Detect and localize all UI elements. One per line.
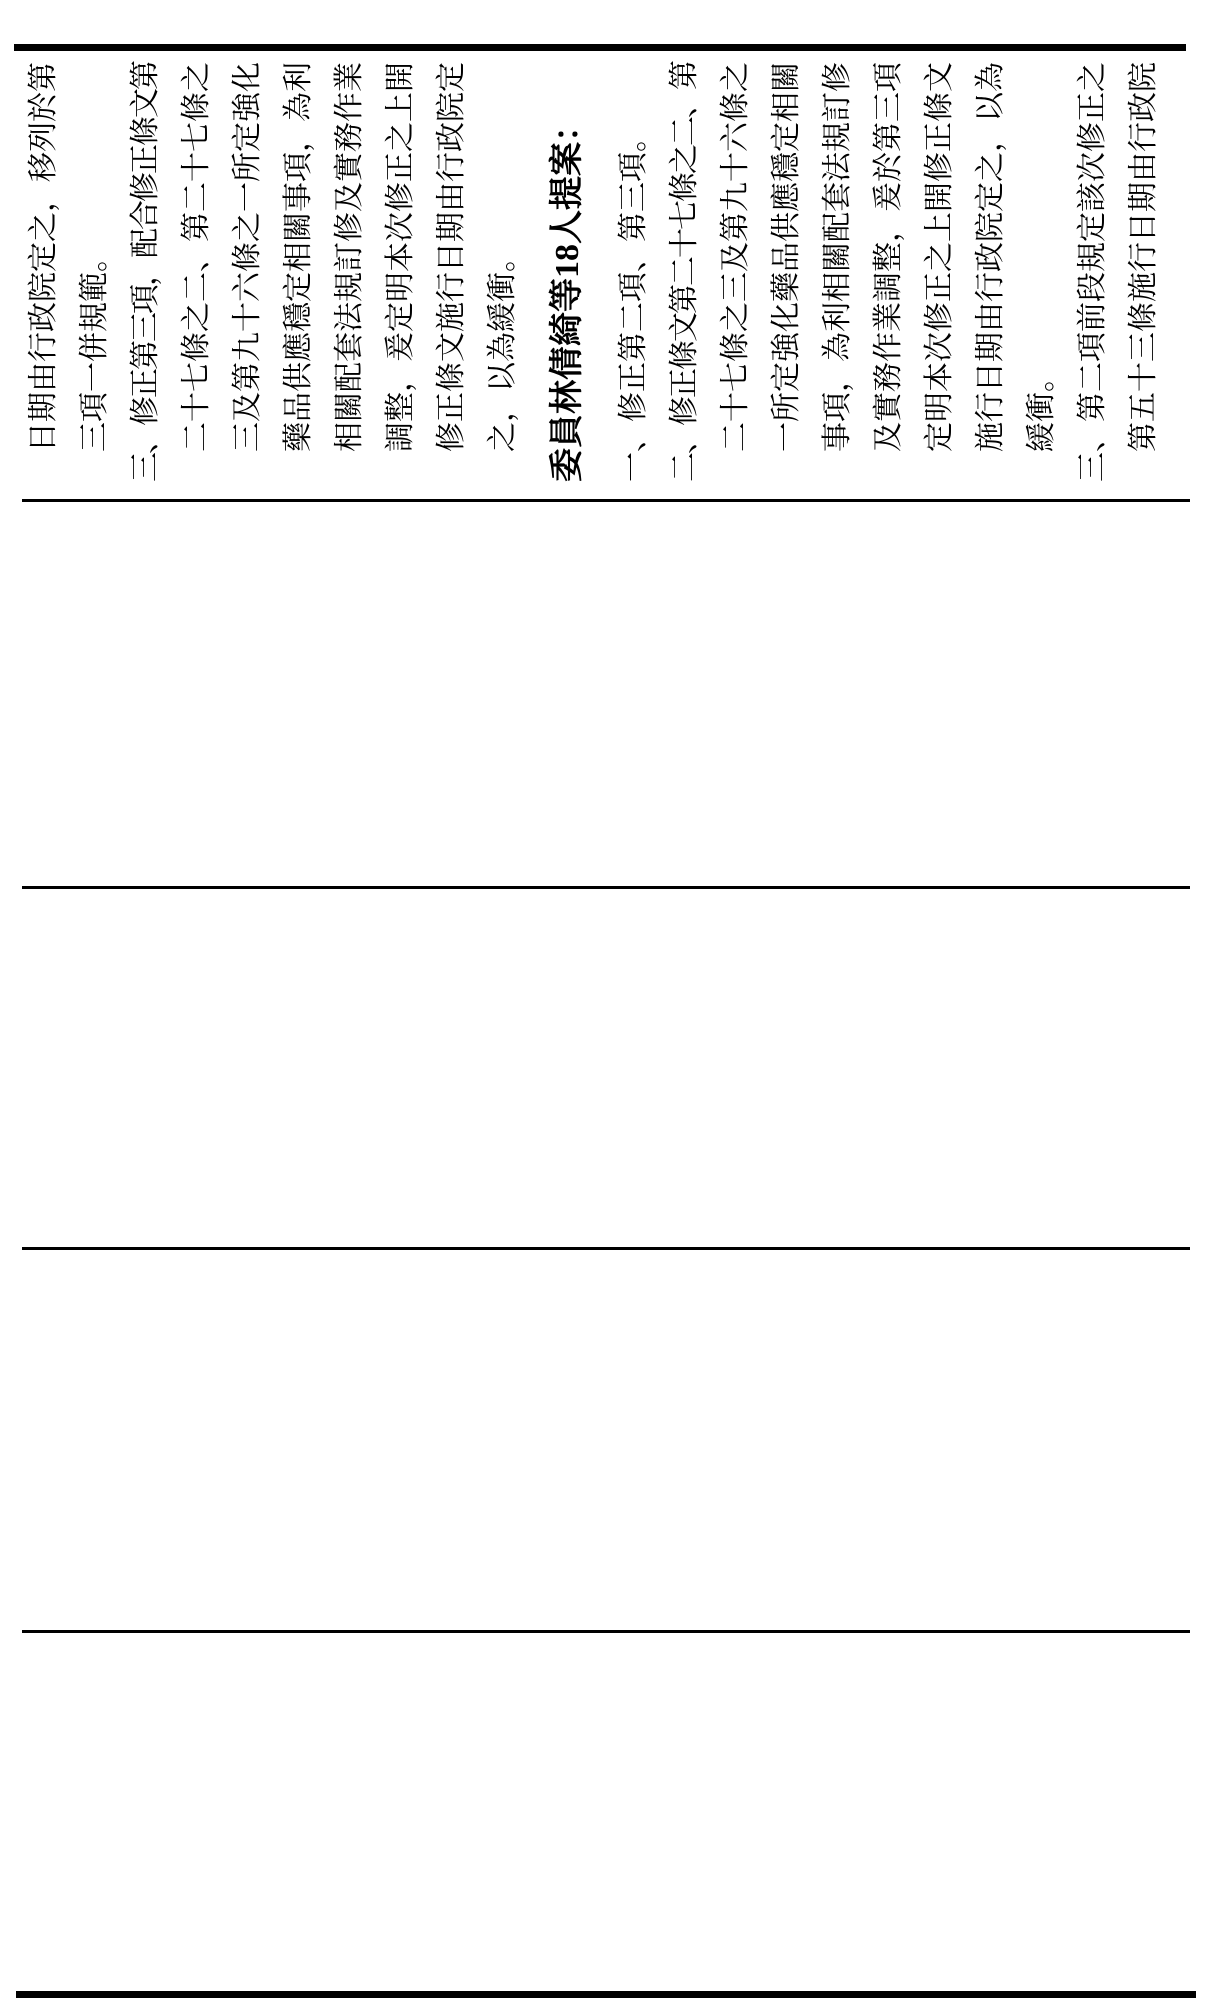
doc-line-10: 之，以為緩衝。 bbox=[486, 242, 519, 452]
doc-line-20: 緩衝。 bbox=[1025, 362, 1058, 452]
doc-line-15: 一所定強化藥品供應穩定相關 bbox=[770, 62, 803, 452]
doc-line-1: 日期由行政院定之，移列於第 bbox=[27, 62, 60, 452]
table-column-rule-1 bbox=[22, 499, 1190, 502]
doc-line-7: 相關配套法規訂修及實務作業 bbox=[333, 62, 366, 452]
doc-line-6: 藥品供應穩定相關事項，為利 bbox=[282, 62, 315, 452]
table-column-rule-2 bbox=[22, 886, 1190, 889]
doc-line-16: 事項，為利相關配套法規訂修 bbox=[821, 62, 854, 452]
table-outer-border-thick-bottom bbox=[16, 1991, 1196, 1998]
doc-line-13: 二、修正條文第二十七條之二、第 bbox=[668, 62, 701, 482]
doc-line-19: 施行日期由行政院定之，以為 bbox=[974, 62, 1007, 452]
remarks-column-text bbox=[18, 50, 1169, 482]
doc-line-17: 及實務作業調整，爰於第三項 bbox=[872, 62, 905, 452]
doc-line-18: 定明本次修正之上開修正條文 bbox=[923, 62, 956, 452]
doc-line-3: 三、修正第三項，配合修正條文第 bbox=[129, 62, 162, 482]
table-column-rule-3 bbox=[22, 1247, 1190, 1250]
doc-line-22: 第五十三條施行日期由行政院 bbox=[1127, 62, 1160, 452]
doc-line-21: 三、第二項前段規定該次修正之 bbox=[1076, 62, 1109, 482]
doc-line-5: 三及第九十六條之一所定強化 bbox=[231, 62, 264, 452]
doc-line-9: 修正條文施行日期由行政院定 bbox=[435, 62, 468, 452]
doc-line-12: 一、修正第二項、第三項。 bbox=[617, 122, 650, 482]
doc-line-14: 二十七條之三及第九十六條之 bbox=[719, 62, 752, 452]
proposal-header-line: 委員林倩綺等18人提案： bbox=[549, 108, 586, 482]
doc-line-8: 調整，爰定明本次修正之上開 bbox=[384, 62, 417, 452]
doc-line-4: 二十七條之二、第二十七條之 bbox=[180, 62, 213, 452]
table-column-rule-4 bbox=[22, 1630, 1190, 1633]
doc-line-2: 三項一併規範。 bbox=[78, 242, 111, 452]
